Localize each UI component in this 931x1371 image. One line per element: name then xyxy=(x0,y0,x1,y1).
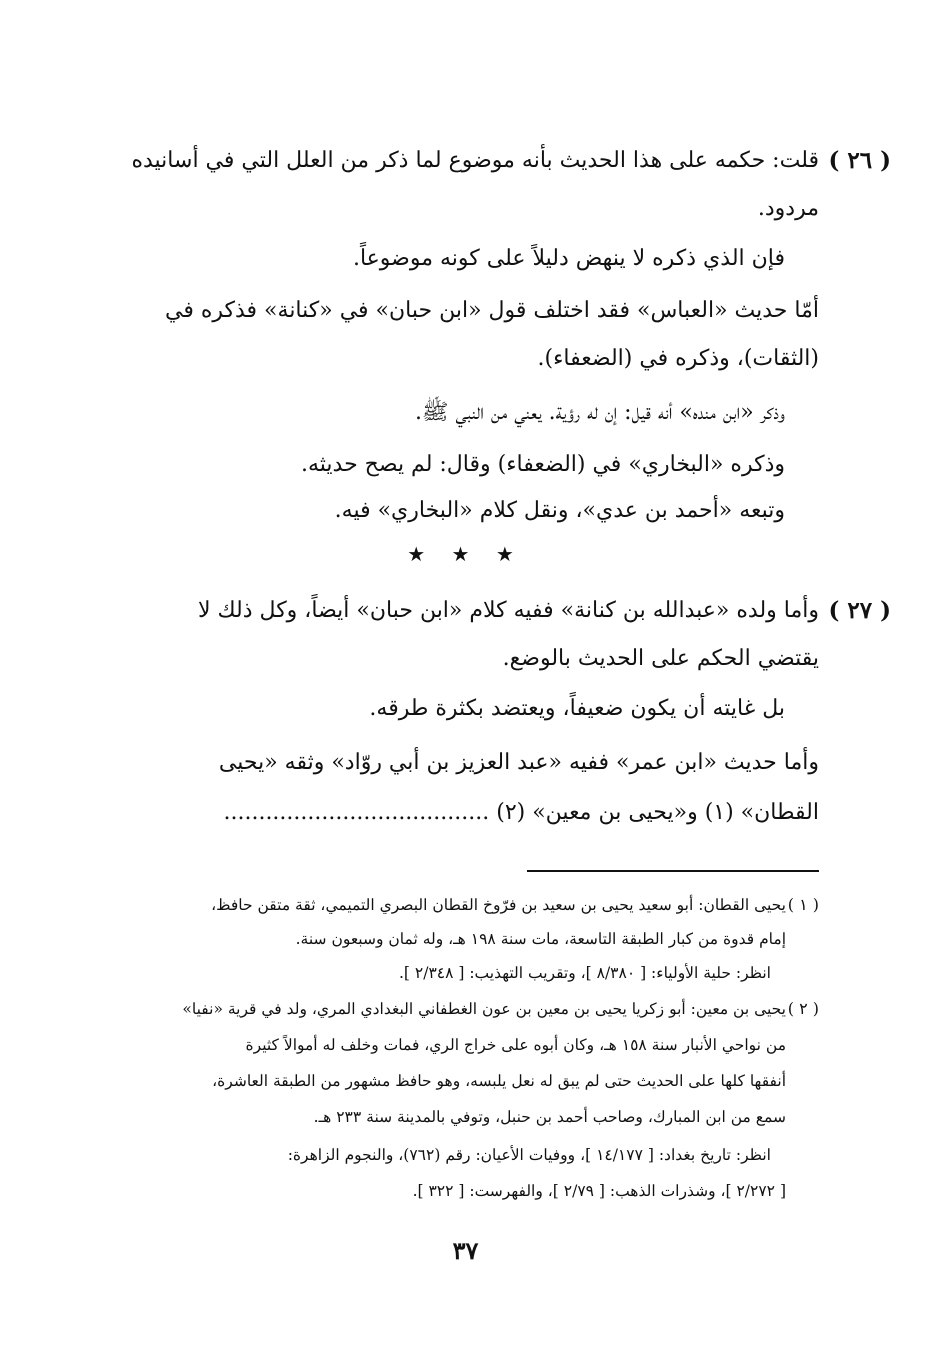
paragraph-26e: وذكره «البخاري» في (الضعفاء) وقال: لم يصح حديثه. xyxy=(300,452,785,477)
paragraph-26c-line-1: أمّا حديث «العباس» فقد اختلف قول «ابن حبان» في «كنانة» فذكره في xyxy=(165,298,819,323)
page-number: ٣٧ xyxy=(452,1236,479,1265)
paragraph-27b: بل غايته أن يكون ضعيفاً، ويعتضد بكثرة طرقه. xyxy=(369,696,785,721)
entry-number-27: ( ٢٧ ) xyxy=(828,597,891,624)
paragraph-27-line-1: وأما ولده «عبدالله بن كنانة» ففيه كلام «ابن حبان» أيضاً، وكل ذلك لا xyxy=(197,598,819,623)
footnote-2-line-2: من نواحي الأنبار سنة ١٥٨ هـ، وكان أبوه على خراج الري، فمات وخلف له أموالاً كثيرة xyxy=(245,1036,786,1054)
paragraph-27c-line-2: القطان» (١) و«يحيى بن معين» (٢) ...................................... xyxy=(223,800,819,825)
section-separator-stars xyxy=(0,542,931,566)
paragraph-26d: وذكر «ابن منده» أنه قيل: إن له رؤية. يعني من النبي ﷺ. xyxy=(414,400,785,425)
paragraph-26c-line-2: (الثقات)، وذكره في (الضعفاء). xyxy=(537,346,819,371)
star-icon: ★ xyxy=(451,542,480,566)
entry-number-26: ( ٢٦ ) xyxy=(828,147,891,174)
paragraph-26-line-2: مردود. xyxy=(757,196,819,221)
footnote-2-line-1: يحيى بن معين: أبو زكريا يحيى بن معين بن عون الغطفاني البغدادي المري، ولد في قرية «نفيا» xyxy=(182,1000,786,1018)
footnote-1-reference: انظر: حلية الأولياء: [ ٨/٣٨٠ ]، وتقريب التهذيب: [ ٢/٣٤٨ ]. xyxy=(398,964,771,982)
footnote-2-line-4: سمع من ابن المبارك، وصاحب أحمد بن حنبل، وتوفي بالمدينة سنة ٢٣٣ هـ. xyxy=(313,1108,786,1126)
paragraph-27c-line-1: وأما حديث «ابن عمر» ففيه «عبد العزيز بن أبي روّاد» وثقه «يحيى xyxy=(218,750,819,775)
star-icon: ★ xyxy=(495,542,524,566)
footnote-2-reference-line-1: انظر: تاريخ بغداد: [ ١٤/١٧٧ ]، ووفيات الأعيان: رقم (٧٦٢)، والنجوم الزاهرة: xyxy=(287,1146,771,1164)
footnote-2-number: ( ٢ ) xyxy=(787,999,819,1018)
paragraph-26f: وتبعه «أحمد بن عدي»، ونقل كلام «البخاري» فيه. xyxy=(334,498,785,523)
footnote-1-line-1: يحيى القطان: أبو سعيد يحيى بن سعيد بن فرّوخ القطان البصري التميمي، ثقة متقن حافظ، xyxy=(211,896,786,914)
footnote-1-number: ( ١ ) xyxy=(787,895,819,914)
footnote-separator xyxy=(527,870,819,872)
footnote-1-line-2: إمام قدوة من كبار الطبقة التاسعة، مات سنة ١٩٨ هـ، وله ثمان وسبعون سنة. xyxy=(295,930,786,948)
star-icon: ★ xyxy=(407,542,436,566)
paragraph-26-line-1: قلت: حكمه على هذا الحديث بأنه موضوع لما ذكر من العلل التي في أسانيده xyxy=(131,148,819,173)
paragraph-26b: فإن الذي ذكره لا ينهض دليلاً على كونه موضوعاً. xyxy=(352,246,785,271)
footnote-2-line-3: أنفقها كلها على الحديث حتى لم يبق له نعل يلبسه، وهو حافظ مشهور من الطبقة العاشرة، xyxy=(212,1072,786,1090)
footnote-2-reference-line-2: [ ٢/٢٧٢ ]، وشذرات الذهب: [ ٢/٧٩ ]، والفهرست: [ ٣٢٢ ]. xyxy=(412,1182,786,1200)
paragraph-27-line-2: يقتضي الحكم على الحديث بالوضع. xyxy=(502,646,819,671)
